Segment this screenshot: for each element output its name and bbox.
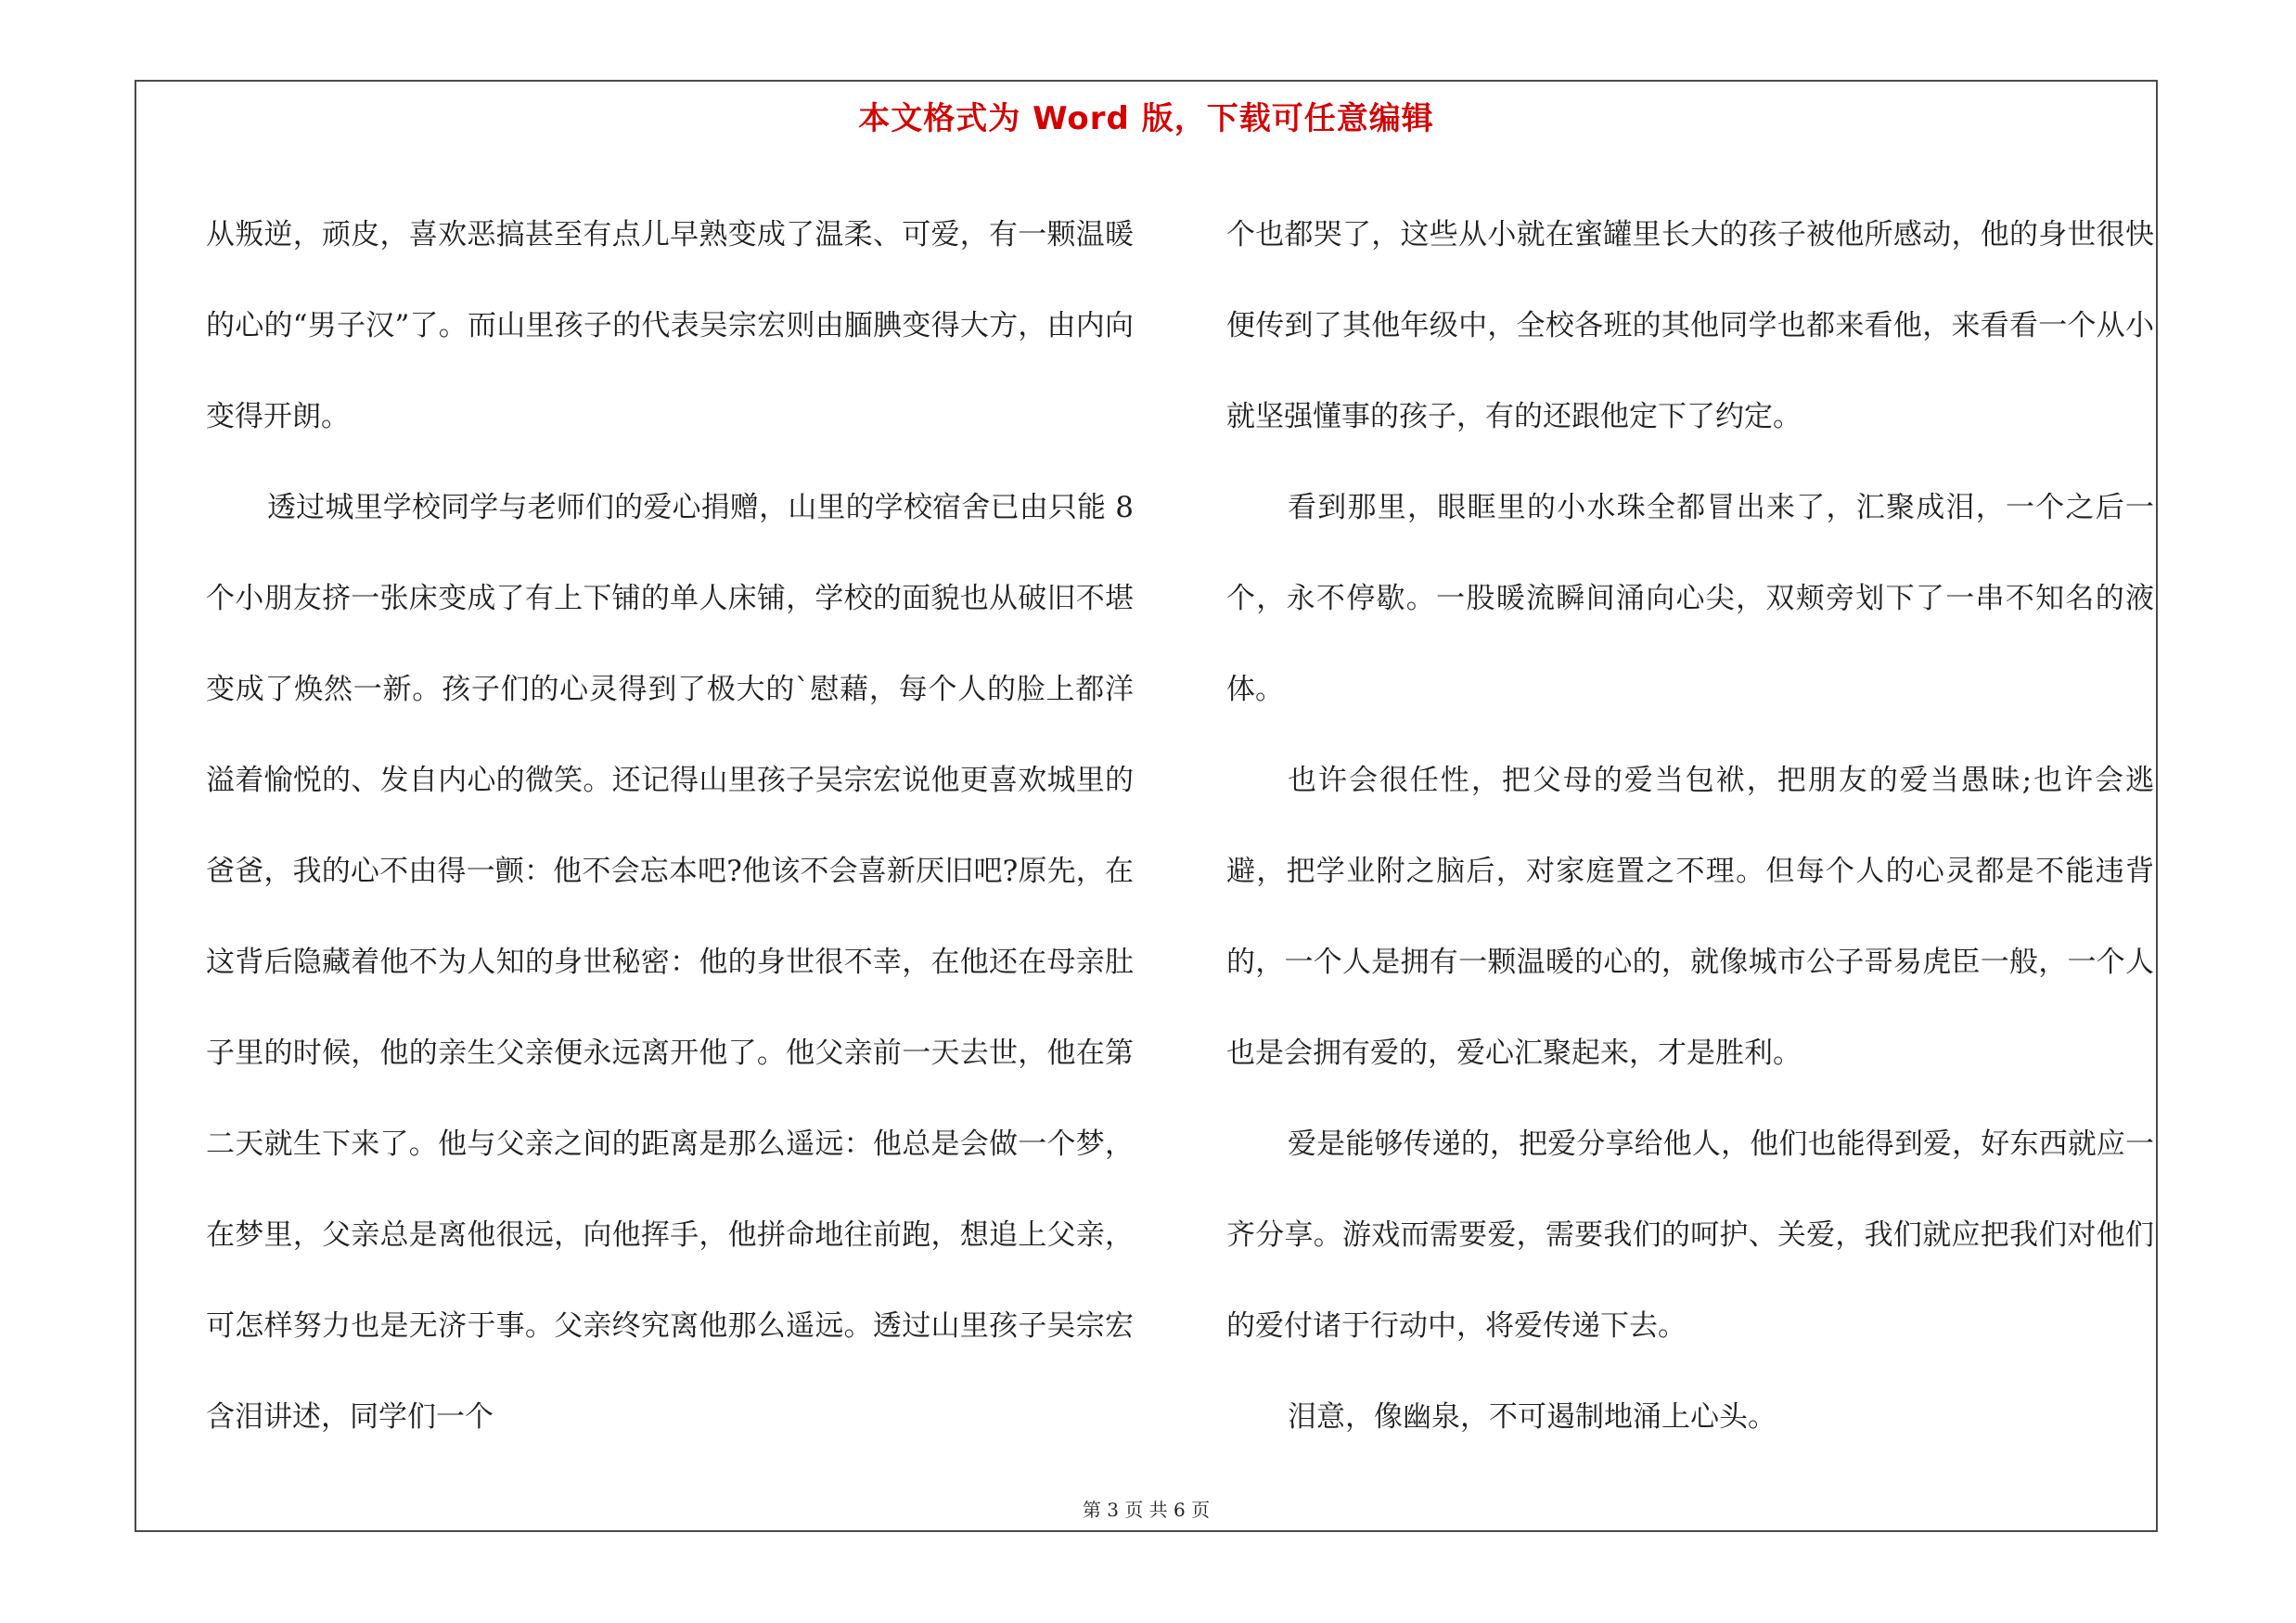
paragraph: 看到那里，眼眶里的小水珠全都冒出来了，汇聚成泪，一个之后一个，永不停歇。一股暖流瞬间涌向心尖，双颊旁划下了一串不知名的液体。 (1226, 491, 2154, 706)
paragraph: 透过城里学校同学与老师们的爱心捐赠，山里的学校宿舍已由只能 8 个小朋友挤一张床变成了有上下铺的单人床铺，学校的面貌也从破旧不堪变成了焕然一新。孩子们的心灵得到了极大的`慰藉，每个人的脸上都洋溢着愉悦的、发自内心的微笑。还记得山里孩子吴宗宏说他更喜欢城里的爸爸，我的心不由得一颤：他不会忘本吧?他该不会喜新厌旧吧?原先，在这背后隐藏着他不为人知的身世秘密：他的身世很不幸，在他还在母亲肚子里的时候，他的亲生父亲便永远离开他了。他父亲前一天去世，他在第二天就生下来了。他与父亲之间的距离是那么遥远：他总是会做一个梦，在梦里，父亲总是离他很远，向他挥手，他拼命地往前跑，想追上父亲，可怎样努力也是无济于事。父亲终究离他那么遥远。透过山里孩子吴宗宏含泪讲述，同学们一个 (206, 491, 1134, 1434)
page-number: 第 3 页 共 6 页 (1082, 1499, 1211, 1521)
paragraph: 从叛逆，顽皮，喜欢恶搞甚至有点儿早熟变成了温柔、可爱，有一颗温暖的心的“男子汉”了。而山里孩子的代表吴宗宏则由腼腆变得大方，由内向变得开朗。 (206, 218, 1134, 433)
paragraph: 泪意，像幽泉，不可遏制地涌上心头。 (1288, 1400, 1777, 1434)
right-column (1226, 189, 2154, 1462)
paragraph: 爱是能够传递的，把爱分享给他人，他们也能得到爱，好东西就应一齐分享。游戏而需要爱，需要我们的呵护、关爱，我们就应把我们对他们的爱付诸于行动中，将爱传递下去。 (1226, 1127, 2154, 1343)
paragraph: 个也都哭了，这些从小就在蜜罐里长大的孩子被他所感动，他的身世很快便传到了其他年级中，全校各班的其他同学也都来看他，来看看一个从小就坚强懂事的孩子，有的还跟他定下了约定。 (1226, 218, 2154, 433)
paragraph: 也许会很任性，把父母的爱当包袱，把朋友的爱当愚昧;也许会逃避，把学业附之脑后，对家庭置之不理。但每个人的心灵都是不能违背的，一个人是拥有一颗温暖的心的，就像城市公子哥易虎臣一般，一个人也是会拥有爱的，爱心汇聚起来，才是胜利。 (1226, 764, 2154, 1070)
left-column (206, 189, 1134, 1462)
page-frame (135, 80, 2158, 1532)
format-banner: 本文格式为 Word 版，下载可任意编辑 (858, 100, 1434, 137)
